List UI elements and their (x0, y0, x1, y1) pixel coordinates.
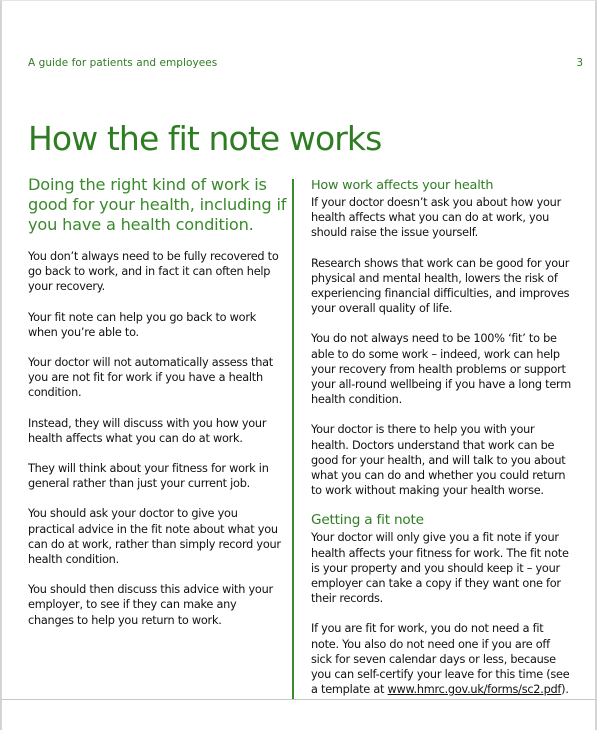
paragraph: Your fit note can help you go back to work when you’re able to. (28, 310, 257, 339)
section-heading-how-work-affects: How work affects your health (311, 178, 494, 193)
paragraph: You don’t always need to be fully recovered to go back to work, and in fact it can often help your recovery. (28, 250, 279, 294)
paragraph: Instead, they will discuss with you how your health affects what you can do at work. (28, 416, 267, 445)
left-column (28, 249, 284, 643)
column-divider (292, 179, 294, 700)
hmrc-form-link[interactable]: www.hmrc.gov.uk/forms/sc2.pdf (387, 683, 562, 697)
paragraph: Your doctor is there to help you with your health. Doctors understand that work can be good for your health, and will talk to you about what you can do and whether you could return to work without making your health worse. (311, 423, 566, 498)
paragraph-text: If you are fit for work, you do not need a fit note. You also do not need one if you are off sick for seven calendar days or less, because you can self-certify your leave for this time (see a template at (311, 622, 570, 697)
page-title: How the fit note works (28, 119, 382, 158)
paragraph-tail: ). (561, 683, 569, 697)
paragraph: Your doctor will not automatically assess that you are not fit for work if you have a health condition. (28, 356, 273, 400)
page-gap (0, 700, 597, 730)
paragraph: You should ask your doctor to give you practical advice in the fit note about what you can do at work, rather than simply record your health condition. (28, 507, 281, 567)
right-column (311, 177, 573, 700)
paragraph: You do not always need to be 100% ‘fit’ to be able to do some work – indeed, work can help your recovery from health problems or support your all-round wellbeing if you have a long term health condition. (311, 332, 571, 407)
paragraph: Research shows that work can be good for your physical and mental health, lowers the risk of experiencing financial difficulties, and improves your overall quality of life. (311, 256, 570, 316)
paragraph-with-link (311, 621, 573, 697)
section-heading-getting-fit-note: Getting a fit note (311, 512, 424, 529)
paragraph: You should then discuss this advice with your employer, to see if they can make any changes to help you return to work. (28, 583, 273, 627)
paragraph: If your doctor doesn’t ask you about how your health affects what you can do at work, you should raise the issue yourself. (311, 196, 561, 240)
running-head: A guide for patients and employees (28, 57, 218, 69)
page-number: 3 (576, 57, 583, 69)
paragraph: Your doctor will only give you a fit note if your health affects your fitness for work. The fit note is your property and you should keep it – your employer can take a copy if they want one for their records. (311, 531, 569, 606)
paragraph: They will think about your fitness for work in general rather than just your current job. (28, 462, 269, 491)
lead-paragraph: Doing the right kind of work is good for your health, including if you have a health condition. (28, 175, 287, 234)
